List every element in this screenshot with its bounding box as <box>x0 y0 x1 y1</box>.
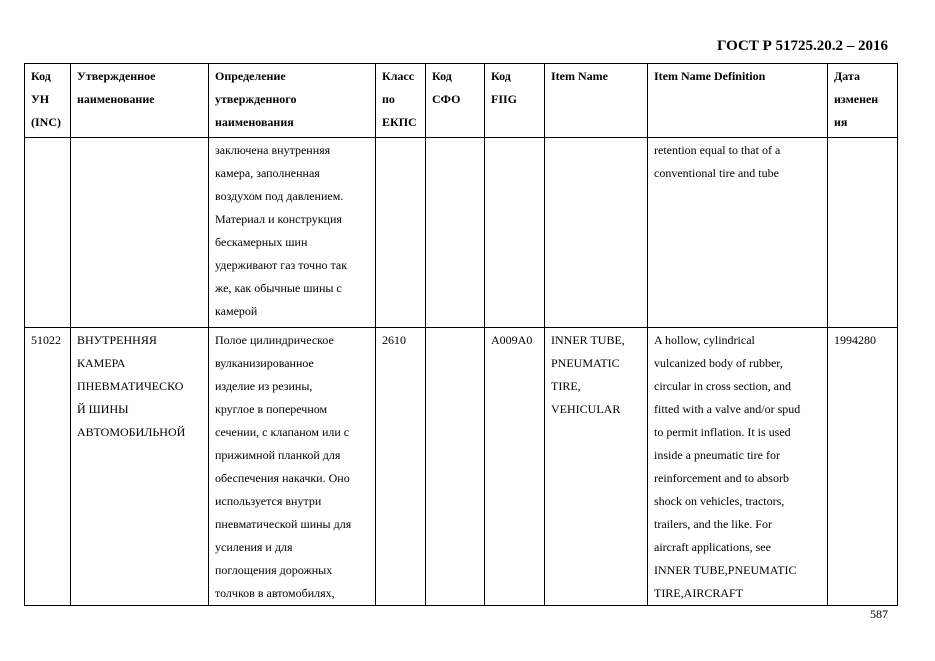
cell-col-approved-name <box>71 138 209 328</box>
cell-col-change-date <box>828 328 898 606</box>
header-col-approved-name <box>71 64 209 138</box>
header-text-line: (INC) <box>31 115 61 129</box>
header-col-item-name <box>545 64 648 138</box>
cell-text-line: conventional tire and tube <box>654 166 779 180</box>
cell-text-line: PNEUMATIC <box>551 356 620 370</box>
header-text-line: Item Name <box>551 69 608 83</box>
cell-text-line: изделие из резины, <box>215 379 313 393</box>
cell-text-line: пневматической шины для <box>215 517 352 531</box>
cell-text-line: trailers, and the like. For <box>654 517 772 531</box>
cell-text-line: прижимной планкой для <box>215 448 341 462</box>
header-text-line: наименования <box>215 115 294 129</box>
header-col-change-date <box>828 64 898 138</box>
header-text-line: ия <box>834 115 848 129</box>
header-text-line: Код <box>432 69 452 83</box>
cell-col-change-date <box>828 138 898 328</box>
cell-text-line: to permit inflation. It is used <box>654 425 791 439</box>
cell-col-fiig-code <box>485 328 545 606</box>
header-text-line: СФО <box>432 92 461 106</box>
cell-col-ekps-class <box>376 328 426 606</box>
header-col-definition <box>209 64 376 138</box>
cell-text-line: 1994280 <box>834 333 876 347</box>
cell-text-line: A009A0 <box>491 333 533 347</box>
cell-text-line: удерживают газ точно так <box>215 258 348 272</box>
cell-text-line: inside a pneumatic tire for <box>654 448 780 462</box>
cell-col-item-name <box>545 328 648 606</box>
cell-col-approved-name <box>71 328 209 606</box>
header-text-line: УН <box>31 92 50 106</box>
header-col-fiig-code <box>485 64 545 138</box>
cell-text-line: толчков в автомобилях, <box>215 586 335 600</box>
table-row-row-continued <box>25 138 898 328</box>
cell-text-line: 51022 <box>31 333 61 347</box>
classifier-table <box>24 63 898 606</box>
cell-col-definition <box>209 328 376 606</box>
header-text-line: утвержденного <box>215 92 297 106</box>
cell-col-item-name-definition <box>648 138 828 328</box>
cell-col-item-name-definition <box>648 328 828 606</box>
header-text-line: Определение <box>215 69 286 83</box>
cell-text-line: камера, заполненная <box>215 166 320 180</box>
header-text-line: Утвержденное <box>77 69 156 83</box>
table-row-row-51022 <box>25 328 898 606</box>
cell-text-line: fitted with a valve and/or spud <box>654 402 801 416</box>
cell-text-line: обеспечения накачки. Оно <box>215 471 350 485</box>
cell-col-fiig-code <box>485 138 545 328</box>
cell-text-line: АВТОМОБИЛЬНОЙ <box>77 425 186 439</box>
header-text-line: изменен <box>834 92 879 106</box>
document-standard-header: ГОСТ Р 51725.20.2 – 2016 <box>716 38 888 54</box>
cell-col-sfo-code <box>426 138 485 328</box>
header-col-inc <box>25 64 71 138</box>
cell-text-line: сечении, с клапаном или с <box>215 425 350 439</box>
cell-text-line: reinforcement and to absorb <box>654 471 789 485</box>
cell-text-line: ПНЕВМАТИЧЕСКО <box>77 379 184 393</box>
header-col-ekps-class <box>376 64 426 138</box>
cell-col-definition <box>209 138 376 328</box>
header-text-line: FIIG <box>491 92 518 106</box>
header-text-line: ЕКПС <box>382 115 417 129</box>
cell-text-line: TIRE, <box>551 379 581 393</box>
cell-text-line: A hollow, cylindrical <box>654 333 755 347</box>
cell-text-line: retention equal to that of a <box>654 143 781 157</box>
cell-text-line: vulcanized body of rubber, <box>654 356 783 370</box>
cell-text-line: Полое цилиндрическое <box>215 333 334 347</box>
cell-text-line: 2610 <box>382 333 406 347</box>
cell-col-inc <box>25 138 71 328</box>
cell-text-line: круглое в поперечном <box>215 402 328 416</box>
cell-text-line: shock on vehicles, tractors, <box>654 494 785 508</box>
cell-text-line: Материал и конструкция <box>215 212 342 226</box>
header-text-line: Item Name Definition <box>654 69 766 83</box>
header-col-sfo-code <box>426 64 485 138</box>
cell-text-line: бескамерных шин <box>215 235 308 249</box>
cell-text-line: вулканизированное <box>215 356 314 370</box>
cell-text-line: INNER TUBE,PNEUMATIC <box>654 563 797 577</box>
cell-col-sfo-code <box>426 328 485 606</box>
cell-text-line: aircraft applications, see <box>654 540 771 554</box>
cell-text-line: усиления и для <box>215 540 293 554</box>
header-col-item-name-definition <box>648 64 828 138</box>
cell-text-line: INNER TUBE, <box>551 333 625 347</box>
header-text-line: Код <box>31 69 51 83</box>
cell-text-line: камерой <box>215 304 258 318</box>
cell-text-line: Й ШИНЫ <box>77 402 129 416</box>
cell-text-line: используется внутри <box>215 494 322 508</box>
cell-col-item-name <box>545 138 648 328</box>
header-text-line: по <box>382 92 395 106</box>
header-text-line: Дата <box>834 69 860 83</box>
cell-col-ekps-class <box>376 138 426 328</box>
cell-text-line: поглощения дорожных <box>215 563 333 577</box>
cell-text-line: КАМЕРА <box>77 356 126 370</box>
cell-text-line: circular in cross section, and <box>654 379 791 393</box>
table-header-row <box>25 64 898 138</box>
cell-col-inc <box>25 328 71 606</box>
cell-text-line: воздухом под давлением. <box>215 189 344 203</box>
cell-text-line: TIRE,AIRCRAFT <box>654 586 744 600</box>
cell-text-line: ВНУТРЕННЯЯ <box>77 333 157 347</box>
header-text-line: Класс <box>382 69 415 83</box>
header-text-line: Код <box>491 69 511 83</box>
cell-text-line: же, как обычные шины с <box>215 281 342 295</box>
header-text-line: наименование <box>77 92 155 106</box>
cell-text-line: VEHICULAR <box>551 402 621 416</box>
cell-text-line: заключена внутренняя <box>215 143 331 157</box>
page-number: 587 <box>870 607 888 621</box>
